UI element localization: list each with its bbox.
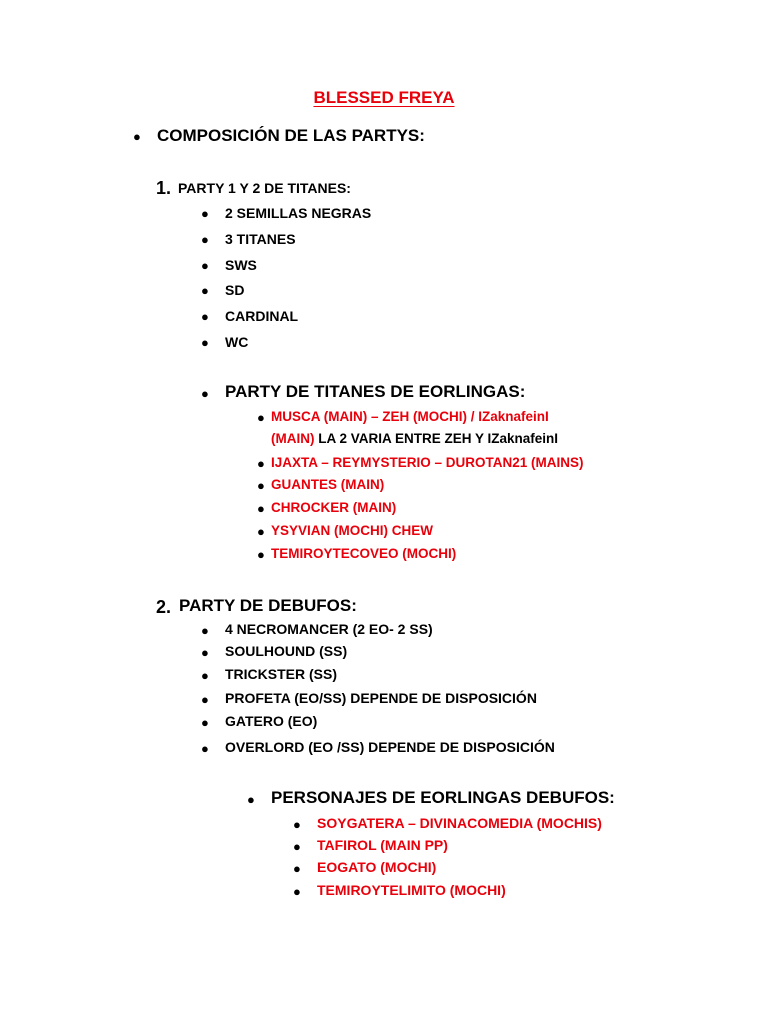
list-item-red-text: MUSCA (MAIN) – ZEH (MOCHI) / IZaknafeinI [271,409,549,424]
bullet: ● [257,501,265,516]
list-item [271,456,584,470]
bullet: ● [201,335,209,350]
list-item: TEMIROYTELIMITO (MOCHI) [317,882,506,898]
bullet: ● [201,309,209,324]
list-item-red-text: CHROCKER (MAIN) [271,500,397,515]
list-item: SOULHOUND (SS) [225,643,348,659]
list-item [271,478,384,492]
sub-heading-titanes: PARTY DE TITANES DE EORLINGAS: [225,382,526,401]
list-item: PROFETA (EO/SS) DEPENDE DE DISPOSICIÓN [225,690,537,706]
list-item [271,547,456,561]
list-item [271,524,433,538]
bullet: ● [201,715,209,730]
bullet: ● [201,692,209,707]
bullet: ● [201,386,209,401]
list-item-red-text: TEMIROYTECOVEO (MOCHI) [271,546,457,561]
bullet: ● [293,817,301,832]
bullet: ● [133,129,141,144]
list-item: OVERLORD (EO /SS) DEPENDE DE DISPOSICIÓN [225,739,555,755]
bullet: ● [201,283,209,298]
list-item-red-text: GUANTES (MAIN) [271,477,385,492]
bullet: ● [247,792,255,807]
bullet: ● [293,884,301,899]
bullet: ● [201,258,209,273]
list-item: TAFIROL (MAIN PP) [317,837,448,853]
list-item: GATERO (EO) [225,713,318,729]
list-item [271,410,549,424]
bullet: ● [201,668,209,683]
bullet: ● [257,410,265,425]
bullet: ● [293,861,301,876]
list-item-continuation [271,432,558,446]
list-item-red-text: (MAIN) [271,431,315,446]
bullet: ● [257,456,265,471]
list-item: 2 SEMILLAS NEGRAS [225,205,372,221]
bullet: ● [201,623,209,638]
list-item: CARDINAL [225,308,299,324]
list-item: SD [225,282,245,298]
list-item: EOGATO (MOCHI) [317,859,437,875]
list-item: SWS [225,257,257,273]
bullet: ● [201,206,209,221]
bullet: ● [257,524,265,539]
bullet: ● [201,645,209,660]
bullet: ● [201,741,209,756]
list-item [271,501,396,515]
bullet: ● [201,232,209,247]
list-item: TRICKSTER (SS) [225,666,337,682]
list-item-black-text: LA 2 VARIA ENTRE ZEH Y IZaknafeinI [314,431,559,446]
list-item: 4 NECROMANCER (2 EO- 2 SS) [225,621,433,637]
list-item-red-text: YSYVIAN (MOCHI) CHEW [271,523,433,538]
list-item-red-text: IJAXTA – REYMYSTERIO – DUROTAN21 (MAINS) [271,455,584,470]
section-1-heading: PARTY 1 Y 2 DE TITANES: [178,180,351,196]
section-1-number: 1. [156,178,172,198]
list-item: WC [225,334,249,350]
section-2-number: 2. [156,597,172,617]
list-item: 3 TITANES [225,231,296,247]
document-title: BLESSED FREYA [313,88,455,107]
section-heading: COMPOSICIÓN DE LAS PARTYS: [157,126,425,145]
bullet: ● [257,478,265,493]
bullet: ● [293,839,301,854]
section-2-heading: PARTY DE DEBUFOS: [179,596,357,615]
sub-heading-debufos: PERSONAJES DE EORLINGAS DEBUFOS: [271,788,615,807]
list-item: SOYGATERA – DIVINACOMEDIA (MOCHIS) [317,815,602,831]
bullet: ● [257,547,265,562]
